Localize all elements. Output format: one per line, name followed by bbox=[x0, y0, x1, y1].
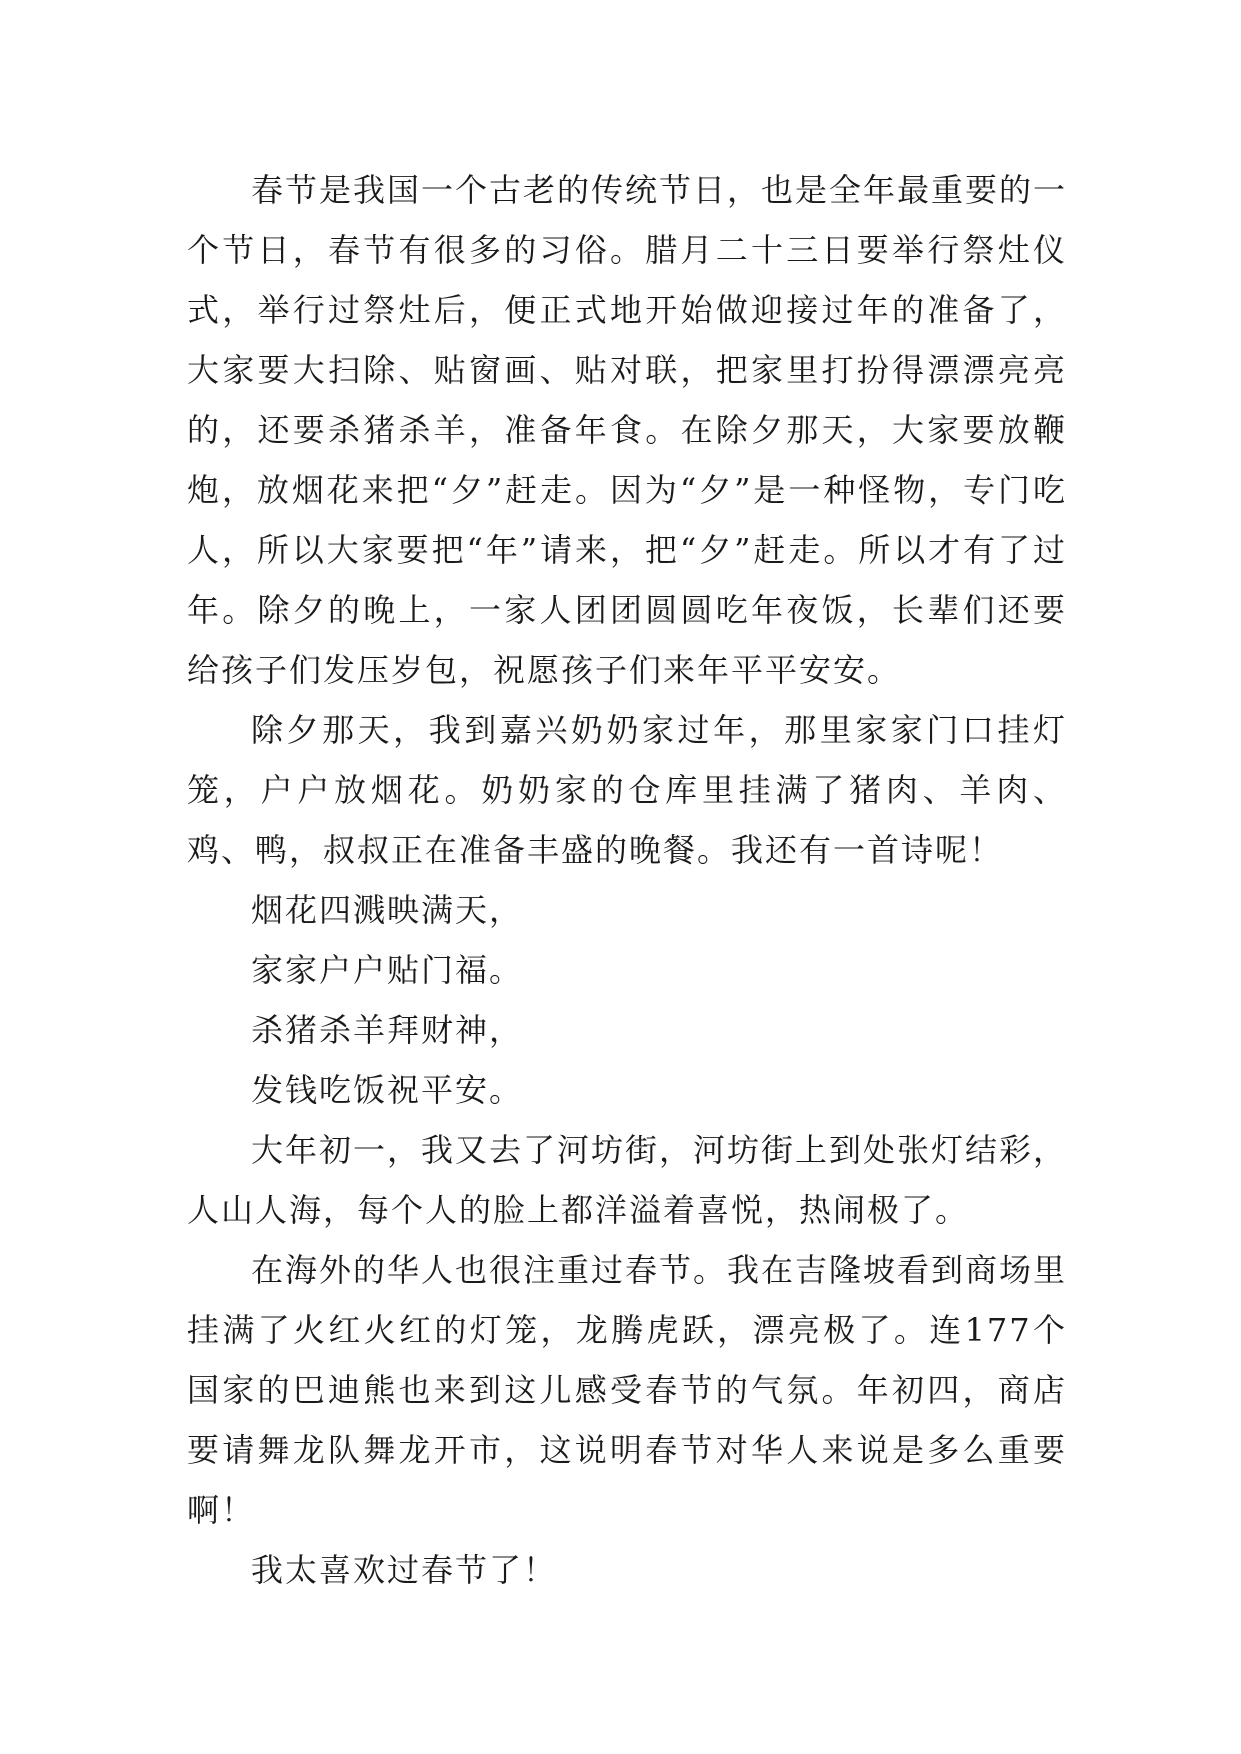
paragraph-hefang-street: 大年初一，我又去了河坊街，河坊街上到处张灯结彩，人山人海，每个人的脸上都洋溢着喜悦，热闹极了。 bbox=[187, 1131, 1068, 1229]
essay-body bbox=[187, 160, 1067, 1600]
poem-line-1: 烟花四溅映满天， bbox=[251, 891, 524, 929]
paragraph-overseas: 在海外的华人也很注重过春节。我在吉隆坡看到商场里挂满了火红火红的灯笼，龙腾虎跃，漂亮极了。连177个国家的巴迪熊也来到这儿感受春节的气氛。年初四，商店要请舞龙队舞龙开市，这说明春节对华人来说是多么重要啊！ bbox=[187, 1251, 1068, 1529]
poem-line-2: 家家户户贴门福。 bbox=[251, 951, 524, 989]
poem-line-3: 杀猪杀羊拜财神， bbox=[251, 1011, 524, 1049]
paragraph-grandma-house: 除夕那天，我到嘉兴奶奶家过年，那里家家门口挂灯笼，户户放烟花。奶奶家的仓库里挂满了猪肉、羊肉、鸡、鸭，叔叔正在准备丰盛的晚餐。我还有一首诗呢！ bbox=[187, 711, 1067, 869]
paragraph-customs: 春节是我国一个古老的传统节日，也是全年最重要的一个节日，春节有很多的习俗。腊月二十三日要举行祭灶仪式，举行过祭灶后，便正式地开始做迎接过年的准备了，大家要大扫除、贴窗画、贴对联，把家里打扮得漂漂亮亮的，还要杀猪杀羊，准备年食。在除夕那天，大家要放鞭炮，放烟花来把“夕”赶走。因为“夕”是一种怪物，专门吃人，所以大家要把“年”请来，把“夕”赶走。所以才有了过年。除夕的晚上，一家人团团圆圆吃年夜饭，长辈们还要给孩子们发压岁包，祝愿孩子们来年平平安安。 bbox=[187, 171, 1068, 689]
paragraph-conclusion: 我太喜欢过春节了！ bbox=[251, 1551, 558, 1589]
poem-line-4: 发钱吃饭祝平安。 bbox=[251, 1071, 524, 1109]
